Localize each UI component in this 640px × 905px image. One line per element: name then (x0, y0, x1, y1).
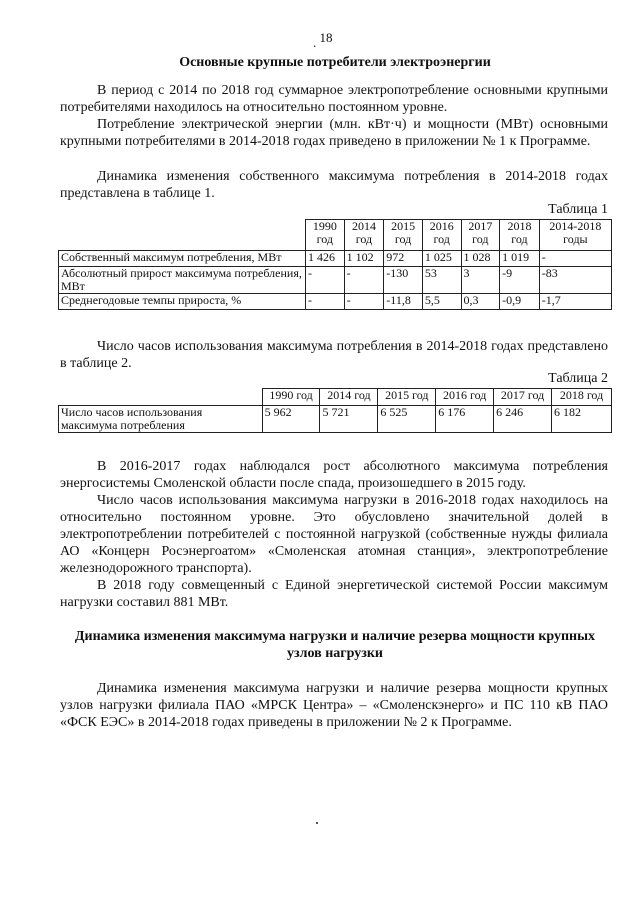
paragraph-1: В период с 2014 по 2018 год суммарное электропотребление основными крупными потребителями находилось на относительно постоянном уровне. (60, 83, 608, 115)
section-heading-load-dynamics: Динамика изменения максимума нагрузки и наличие резерва мощности крупных узлов нагрузки (74, 629, 596, 661)
table-header-cell: 2018 год (500, 220, 540, 251)
table-cell: 1 426 (306, 251, 345, 267)
page-number: . 18 (313, 30, 333, 50)
dot-mark: . (313, 35, 317, 50)
table-cell: 5 962 (262, 406, 320, 433)
table-cell: 0,3 (461, 294, 500, 310)
table-cell: -1,7 (539, 294, 611, 310)
table-row (59, 294, 612, 310)
table-cell: 1 028 (461, 251, 500, 267)
table-header-cell: 2014 год (320, 389, 378, 406)
table-cell: 1 025 (422, 251, 461, 267)
paragraph-6: Число часов использования максимума нагрузки в 2016-2018 годах находилось на относительно постоянном уровне. Это обусловлено значительной долей в электропотреблении потребителей с постоянной нагрузкой (собственные нужды филиала АО «Концерн Росэнергоатом» «Смоленская атомная станция», электропотребление железнодорожного транспорта). (60, 493, 608, 576)
table-cell: 53 (422, 267, 461, 294)
table-cell: 6 182 (552, 406, 612, 433)
table-header-cell: 1990 год (306, 220, 345, 251)
table-cell: - (539, 251, 611, 267)
table-header-cell: 2015 год (384, 220, 423, 251)
paragraph-8: Динамика изменения максимума нагрузки и наличие резерва мощности крупных узлов нагрузки филиала ПАО «МРСК Центра» – «Смоленскэнерго» и ПС 110 кВ ПАО «ФСК ЕЭС» в 2014-2018 годах приведены в приложении № 2 к Программе. (60, 681, 608, 730)
table-cell: - (306, 267, 345, 294)
table-header-cell: 2017 год (461, 220, 500, 251)
table-cell: -9 (500, 267, 540, 294)
paragraph-4: Число часов использования максимума потребления в 2014-2018 годах представлено в таблице 2. (60, 339, 608, 371)
row-label: Собственный максимум потребления, МВт (59, 251, 306, 267)
table-2-usage-hours (58, 388, 612, 433)
paragraph-7: В 2018 году совмещенный с Единой энергетической системой России максимум нагрузки составил 881 МВт. (60, 578, 608, 610)
table-cell: -0,9 (500, 294, 540, 310)
table-cell: 5,5 (422, 294, 461, 310)
table-header-cell: 1990 год (262, 389, 320, 406)
table-header-cell: 2015 год (378, 389, 436, 406)
table-cell: -130 (384, 267, 423, 294)
table-row (59, 406, 612, 433)
table-header-cell: 2014 год (344, 220, 384, 251)
table-1-max-consumption (58, 219, 612, 310)
table-header-cell: 2016 год (436, 389, 494, 406)
table-cell: - (344, 267, 384, 294)
row-label: Число часов использования максимума потребления (59, 406, 263, 433)
table1-caption: Таблица 1 (548, 202, 608, 217)
table-row (59, 267, 612, 294)
table2-caption: Таблица 2 (548, 371, 608, 386)
paragraph-2: Потребление электрической энергии (млн. кВт·ч) и мощности (МВт) основными крупными потребителями в 2014-2018 годах приведено в приложении № 1 к Программе. (60, 117, 608, 149)
table-row (59, 251, 612, 267)
table-cell: 5 721 (320, 406, 378, 433)
table-cell: 6 176 (436, 406, 494, 433)
table-cell: 6 525 (378, 406, 436, 433)
table-cell: 6 246 (494, 406, 552, 433)
row-label: Абсолютный прирост максимума потребления, МВт (59, 267, 306, 294)
table-header-cell: 2016 год (422, 220, 461, 251)
table-header-cell: 2014-2018 годы (539, 220, 611, 251)
table-cell: - (344, 294, 384, 310)
scan-speck (316, 822, 318, 824)
table-cell: -11,8 (384, 294, 423, 310)
table-header-row (59, 220, 612, 251)
paragraph-5: В 2016-2017 годах наблюдался рост абсолютного максимума потребления энергосистемы Смоленской области после спада, произошедшего в 2015 году. (60, 459, 608, 491)
table-header-cell: 2018 год (552, 389, 612, 406)
section-heading-consumers: Основные крупные потребители электроэнергии (179, 55, 491, 70)
table-header-row (59, 389, 612, 406)
table-header-cell: 2017 год (494, 389, 552, 406)
row-label: Среднегодовые темпы прироста, % (59, 294, 306, 310)
table-cell: - (306, 294, 345, 310)
table-cell: 1 019 (500, 251, 540, 267)
table-corner (59, 220, 306, 251)
table-cell: -83 (539, 267, 611, 294)
table-cell: 3 (461, 267, 500, 294)
paragraph-3: Динамика изменения собственного максимума потребления в 2014-2018 годах представлена в таблице 1. (60, 169, 608, 201)
table-cell: 972 (384, 251, 423, 267)
table-corner (59, 389, 263, 406)
table-cell: 1 102 (344, 251, 384, 267)
